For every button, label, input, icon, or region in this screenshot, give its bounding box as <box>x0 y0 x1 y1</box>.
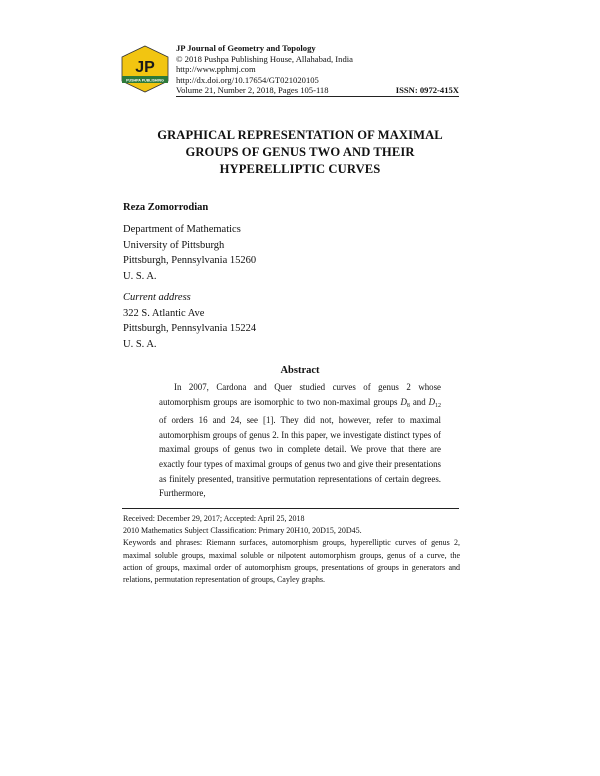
affiliation-line: U. S. A. <box>123 270 157 282</box>
volume-info: Volume 21, Number 2, 2018, Pages 105-118 <box>176 85 329 96</box>
current-address-label: Current address <box>123 292 191 303</box>
msc-classification: 2010 Mathematics Subject Classification: Primary 20H10, 20D15, 20D45. <box>123 526 362 536</box>
footnotes <box>123 513 460 586</box>
header-rule <box>176 96 459 97</box>
svg-text:PUSHPA PUBLISHING: PUSHPA PUBLISHING <box>126 78 164 83</box>
address-line: U. S. A. <box>123 338 157 350</box>
title-line: GRAPHICAL REPRESENTATION OF MAXIMAL <box>157 128 443 142</box>
title-line: HYPERELLIPTIC CURVES <box>219 162 381 176</box>
journal-header <box>176 43 466 96</box>
doi-link[interactable]: http://dx.doi.org/10.17654/GT021020105 <box>176 74 319 85</box>
current-address <box>123 290 256 352</box>
math-d12: $D_{12}$ <box>428 396 442 409</box>
abstract-paragraph: In 2007, Cardona and Quer studied curves of genus 2 whose automorphism groups are isomorphic to two non-maximal groups $D_8$ and $D_{12}$ of orders 16 and 24, see [1]. They did not, however, refer to maximal automorphism groups of genus 2. In this paper, we investigate distinct types of maximal groups of genus two in complete detail. We prove that there are exactly four types of maximal groups of genus two and give their presentations as finitely presented, transitive permutation representations of certain degrees. Furthermore, <box>159 382 442 499</box>
journal-url[interactable]: http://www.pphmj.com <box>176 64 256 75</box>
received-date: Received: December 29, 2017; Accepted: April 25, 2018 <box>123 514 305 523</box>
journal-title: JP Journal of Geometry and Topology <box>176 43 316 53</box>
issn: ISSN: 0972-415X <box>395 85 459 96</box>
address-line: 322 S. Atlantic Ave <box>123 307 205 319</box>
title-line: GROUPS OF GENUS TWO AND THEIR <box>185 145 415 159</box>
keywords: Keywords and phrases: Riemann surfaces, automorphism groups, hyperelliptic curves of genus 2, maximal soluble groups, maximal soluble or nilpotent automorphism groups, genus of a curve, the action of groups, maximal order of automorphism groups, presentations of groups in generators and relations, permutation representation of groups, Cayley graphs. <box>123 538 460 585</box>
abstract-heading: Abstract <box>280 365 320 376</box>
footnote-rule <box>122 508 459 509</box>
abstract-body <box>159 380 441 501</box>
affiliation-line: Pittsburgh, Pennsylvania 15260 <box>123 255 257 266</box>
address-line: Pittsburgh, Pennsylvania 15224 <box>123 323 257 334</box>
math-d8: $D_8$ <box>400 396 410 409</box>
affiliation <box>123 222 256 284</box>
affiliation-line: University of Pittsburgh <box>123 239 225 251</box>
affiliation-line: Department of Mathematics <box>123 224 241 235</box>
copyright: © 2018 Pushpa Publishing House, Allahabad, India <box>176 53 353 64</box>
paper-title <box>110 127 490 178</box>
author-name: Reza Zomorrodian <box>123 202 209 213</box>
publisher-logo <box>120 44 170 94</box>
svg-text:JP: JP <box>135 59 155 76</box>
